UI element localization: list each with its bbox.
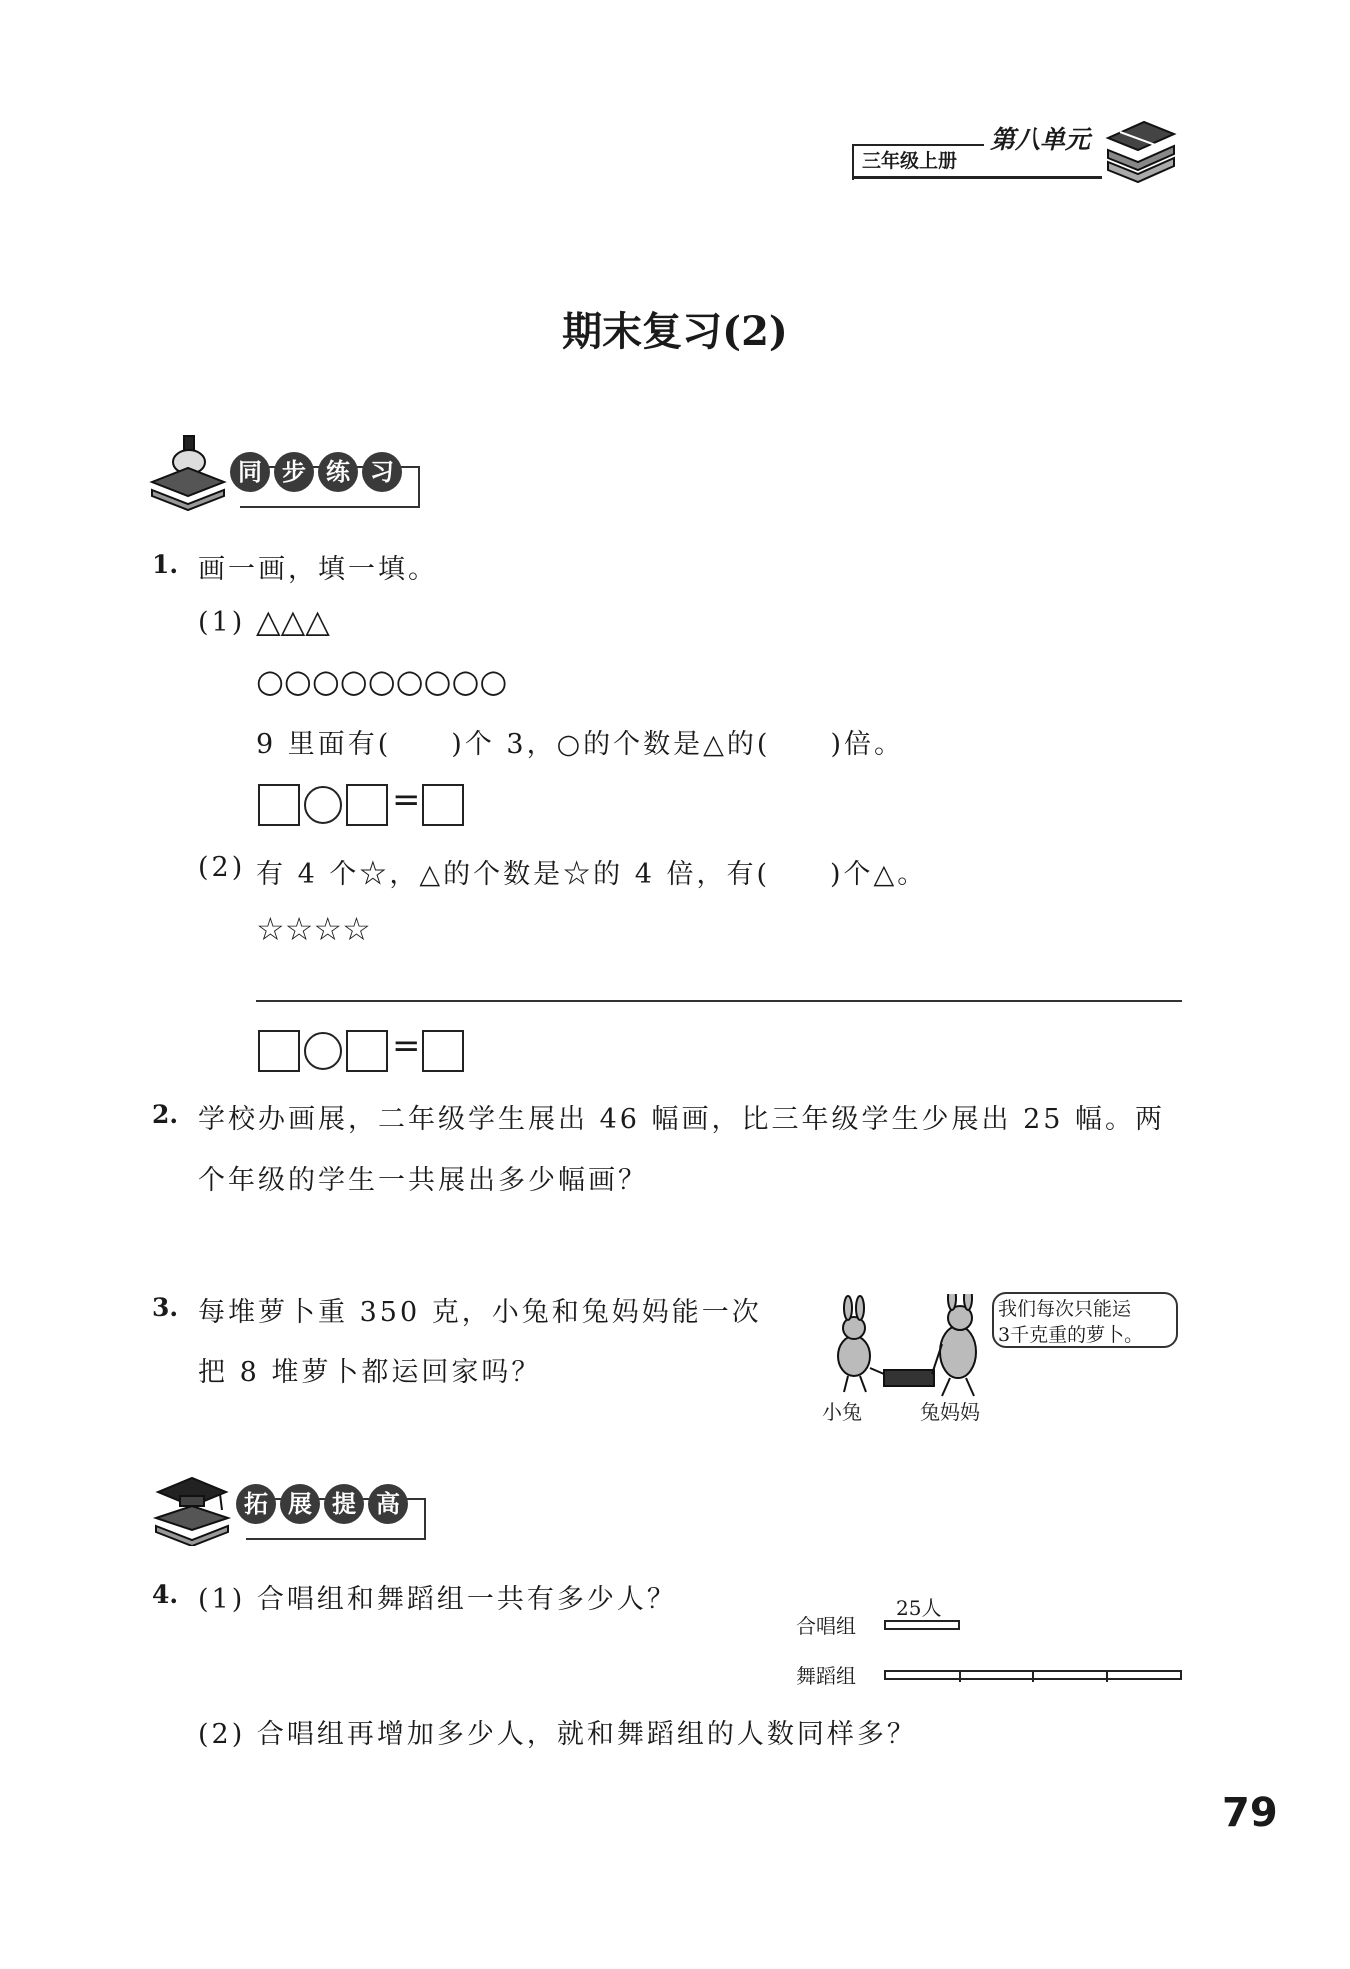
- banner-char: 展: [280, 1484, 320, 1524]
- choir-bar: [884, 1620, 960, 1630]
- number-box[interactable]: [258, 1030, 300, 1072]
- label-small-rabbit: 小兔: [822, 1400, 862, 1424]
- section-extension-banner: [236, 1484, 426, 1532]
- question-text: 个年级的学生一共展出多少幅画？: [198, 1165, 648, 1196]
- dance-bar-divider: [959, 1672, 961, 1682]
- page-title: 期末复习(2): [562, 308, 788, 355]
- question-text: 每堆萝卜重 350 克，小兔和兔妈妈能一次: [198, 1297, 762, 1328]
- stars-row: ☆☆☆☆: [256, 910, 371, 948]
- books-cap-icon: [152, 1470, 232, 1546]
- books-lamp-icon: [148, 432, 228, 512]
- triangles-row: △△△: [256, 602, 330, 640]
- banner-char: 提: [324, 1484, 364, 1524]
- banner-char: 习: [362, 452, 402, 492]
- header-rule: [852, 176, 1102, 179]
- operator-circle[interactable]: [304, 1032, 342, 1070]
- number-box[interactable]: [346, 784, 388, 826]
- question-text: (1) 合唱组和舞蹈组一共有多少人？: [198, 1584, 677, 1615]
- fill-in-text: 9 里面有( )个 3，○的个数是△的( )倍。: [256, 729, 904, 760]
- result-box[interactable]: [422, 784, 464, 826]
- equals-sign: =: [392, 780, 421, 820]
- banner-char: 拓: [236, 1484, 276, 1524]
- bubble-line: 我们每次只能运: [998, 1298, 1132, 1320]
- dance-bar: [884, 1670, 1182, 1680]
- page-number: 79: [1222, 1790, 1278, 1836]
- circles-row: ○○○○○○○○○: [256, 662, 508, 700]
- question-number: 3.: [152, 1293, 179, 1322]
- dance-label: 舞蹈组: [796, 1664, 856, 1688]
- equals-sign: =: [392, 1026, 421, 1066]
- header-grade: 三年级上册: [862, 150, 958, 172]
- question-text: 画一画，填一填。: [198, 554, 438, 585]
- dance-bar-divider: [1106, 1672, 1108, 1682]
- choir-label: 合唱组: [796, 1614, 856, 1638]
- equation-blank[interactable]: [258, 780, 468, 826]
- number-box[interactable]: [258, 784, 300, 826]
- drawing-line[interactable]: [256, 1000, 1182, 1002]
- banner-char: 步: [274, 452, 314, 492]
- question-text: 把 8 堆萝卜都运回家吗？: [198, 1357, 542, 1388]
- result-box[interactable]: [422, 1030, 464, 1072]
- banner-char: 高: [368, 1484, 408, 1524]
- banner-char: 同: [230, 452, 270, 492]
- part-label: (1): [198, 607, 246, 638]
- bubble-line: 3千克重的萝卜。: [998, 1324, 1144, 1346]
- dance-bar-divider: [1032, 1672, 1034, 1682]
- part-label: (2): [198, 852, 246, 883]
- number-box[interactable]: [346, 1030, 388, 1072]
- section-practice-banner: [230, 452, 420, 500]
- banner-char: 练: [318, 452, 358, 492]
- question-text: 学校办画展，二年级学生展出 46 幅画，比三年级学生少展出 25 幅。两: [198, 1104, 1166, 1135]
- question-number: 2.: [152, 1100, 179, 1129]
- books-stack-icon: [1100, 108, 1180, 184]
- equation-blank[interactable]: [258, 1026, 468, 1072]
- speech-bubble: [992, 1292, 1178, 1348]
- question-number: 4.: [152, 1580, 179, 1609]
- label-mother-rabbit: 兔妈妈: [920, 1400, 980, 1424]
- rabbits-illustration: [818, 1294, 998, 1402]
- choir-value: 25人: [896, 1596, 942, 1620]
- operator-circle[interactable]: [304, 786, 342, 824]
- header-unit: 第八单元: [990, 125, 1091, 154]
- question-number: 1.: [152, 550, 179, 579]
- question-text: (2) 合唱组再增加多少人，就和舞蹈组的人数同样多？: [198, 1719, 917, 1750]
- question-text: 有 4 个☆，△的个数是☆的 4 倍，有( )个△。: [256, 859, 928, 890]
